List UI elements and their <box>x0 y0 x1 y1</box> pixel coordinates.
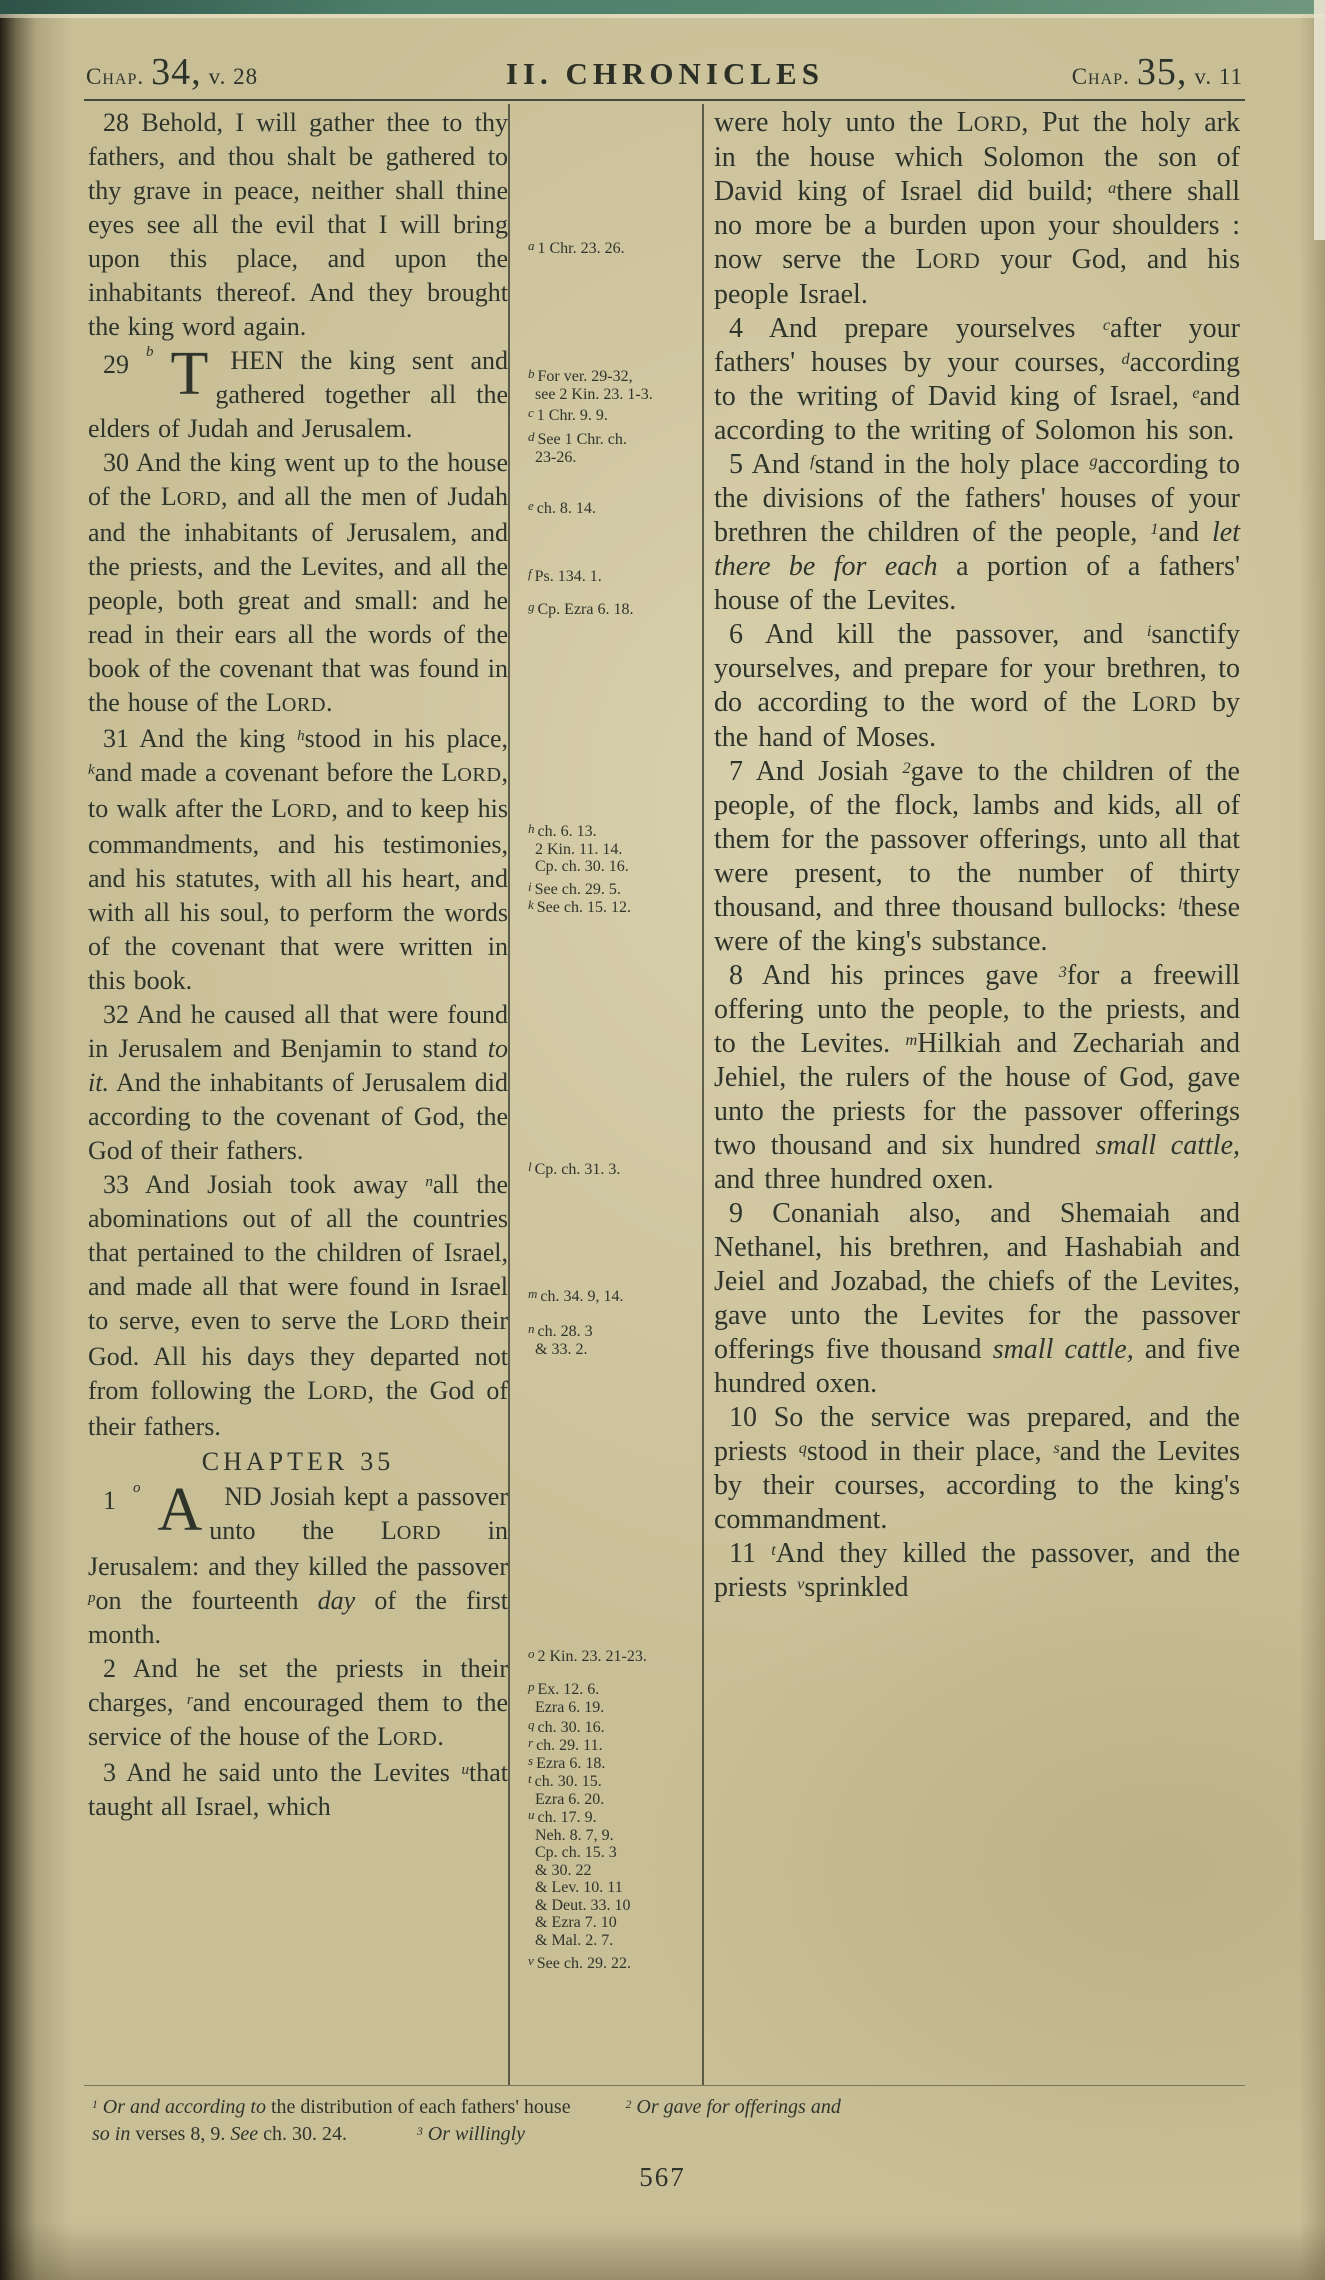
text-segment: ORD <box>323 1382 368 1404</box>
margin-note <box>528 1678 700 1716</box>
text-segment: L <box>380 1516 397 1545</box>
verse-paragraph <box>88 1476 508 1652</box>
note-ref-letter: a <box>528 238 535 253</box>
column-divider-left <box>508 104 510 2085</box>
text-segment: Or <box>97 2096 131 2118</box>
margin-note <box>528 404 700 425</box>
margin-note-line <box>528 1285 700 1306</box>
note-text: ch. 28. 3 <box>537 1323 593 1340</box>
text-segment: small cattle, <box>992 1334 1134 1365</box>
text-segment: on the fourteenth <box>95 1586 318 1615</box>
margin-note-line <box>528 1320 700 1341</box>
cross-ref-mark: q <box>798 1439 807 1457</box>
verse-paragraph <box>714 1401 1240 1537</box>
margin-note <box>528 1320 700 1358</box>
text-segment: sprinkled <box>804 1572 909 1603</box>
note-ref-letter: b <box>528 366 535 381</box>
cross-ref-mark: e <box>1192 384 1200 402</box>
text-segment: after your fathers' houses by your courses, <box>714 313 1241 378</box>
margin-note <box>528 428 700 466</box>
text-segment: L <box>271 794 288 823</box>
margin-note-line <box>528 1844 700 1862</box>
margin-note <box>528 598 700 619</box>
text-segment: stand in the holy place <box>814 449 1090 480</box>
verse-paragraph <box>88 446 508 722</box>
margin-note-line <box>528 598 700 619</box>
text-segment: stood in his place, <box>304 724 508 753</box>
note-ref-letter: h <box>528 821 535 836</box>
margin-note-line <box>528 1862 700 1880</box>
note-text: Neh. 8. 7, 9. <box>535 1826 614 1844</box>
cross-ref-mark: f <box>810 452 815 470</box>
note-ref-letter: c <box>528 405 534 420</box>
note-text: See ch. 15. 12. <box>536 899 631 916</box>
margin-note <box>528 565 700 586</box>
text-segment: and <box>1158 517 1212 548</box>
cross-ref-mark: 2 <box>625 2098 632 2111</box>
margin-note-line <box>528 386 700 404</box>
text-segment: L <box>441 758 458 787</box>
text-segment: And they killed the passover, and the priests <box>714 1538 1240 1603</box>
text-segment: that taught all Israel, which <box>88 1758 508 1821</box>
text-segment: their God. All his days they departed not from following the <box>88 1306 508 1405</box>
cross-ref-mark: u <box>461 1762 469 1778</box>
verse-paragraph <box>714 618 1240 755</box>
text-segment: L <box>1131 687 1149 718</box>
note-ref-letter: r <box>528 1735 534 1750</box>
note-ref-letter: p <box>528 1679 535 1694</box>
text-segment: 31 And the king <box>103 724 298 753</box>
text-segment: 1 <box>103 1486 116 1515</box>
note-ref-letter: l <box>528 1159 532 1174</box>
drop-cap-letter: T <box>170 340 209 408</box>
verse-paragraph <box>88 106 508 344</box>
note-text: See 1 Chr. ch. <box>537 431 627 448</box>
text-segment: ORD <box>932 249 981 273</box>
text-segment: stood in their place, <box>806 1436 1054 1467</box>
text-segment: and according to <box>130 2096 266 2118</box>
text-segment: L <box>956 107 974 138</box>
text-segment: according to the divisions of the fathers' houses of your brethren the children of the people, <box>714 449 1241 548</box>
chapter-number-right: 35, <box>1136 51 1188 93</box>
verse-paragraph <box>88 1652 508 1756</box>
margin-note-line <box>528 428 700 449</box>
text-segment: in Jerusalem: and they killed the passover <box>88 1516 508 1581</box>
margin-note-line <box>528 1897 700 1915</box>
note-text: ch. 17. 9. <box>537 1809 597 1826</box>
text-segment: and made a covenant before the <box>94 758 442 787</box>
text-segment: there shall no more be a burden upon your shoulders : now serve the <box>714 176 1241 275</box>
text-segment: 11 <box>729 1538 772 1569</box>
note-ref-letter: v <box>528 1953 534 1968</box>
note-text: Ezra 6. 19. <box>535 1698 605 1716</box>
text-segment: 30 And the king went up to the house of the <box>88 448 508 511</box>
margin-note-line <box>528 841 700 859</box>
margin-note <box>528 896 700 917</box>
footnote-line <box>92 2121 1241 2148</box>
note-text: Cp. ch. 30. 16. <box>535 858 629 875</box>
note-text: Ex. 12. 6. <box>537 1681 600 1698</box>
margin-note <box>528 1158 700 1179</box>
text-segment: Hilkiah and Zechariah and Jehiel, the rulers of the house of God, gave unto the priests for the passover offerings two thousand and six hundred <box>714 1028 1240 1161</box>
drop-cap: 1 o A <box>88 1482 202 1546</box>
verse-paragraph <box>714 755 1240 959</box>
margin-note-line <box>528 404 700 425</box>
text-segment: and five hundred oxen. <box>714 1334 1240 1399</box>
margin-note-line <box>528 896 700 917</box>
text-segment: ORD <box>281 694 327 716</box>
verse-paragraph <box>88 1168 508 1444</box>
cross-ref-mark: p <box>88 1590 96 1606</box>
cross-ref-mark: k <box>88 762 95 778</box>
margin-note-line <box>528 1770 700 1791</box>
text-segment: 8 And his princes gave <box>729 960 1059 991</box>
text-segment: ORD <box>176 488 221 510</box>
verse-paragraph <box>88 1756 508 1824</box>
text-segment: L <box>265 688 282 717</box>
text-segment: 9 Conaniah also, and Shemaiah and Nethanel, his brethren, and Hashabiah and Jeiel and Jozabad, the chiefs of the Levites, gave unto the Levites for the passover offerings five thousand <box>714 1198 1240 1365</box>
note-ref-letter: s <box>528 1753 534 1768</box>
text-segment: ND Josiah kept a passover unto the <box>209 1482 508 1545</box>
text-segment: ORD <box>1148 692 1197 716</box>
note-text: ch. 30. 16. <box>537 1719 605 1736</box>
book-title: II. CHRONICLES <box>505 56 824 91</box>
note-text: See ch. 29. 5. <box>534 881 621 898</box>
cross-ref-mark: 3 <box>1058 963 1067 981</box>
note-ref-letter: k <box>528 897 534 912</box>
note-text: Cp. Ezra 6. 18. <box>537 601 634 618</box>
cross-ref-mark: d <box>1121 350 1130 368</box>
text-segment: sanctify yourselves, and prepare for your brethren, to do according to the word of the <box>714 619 1240 718</box>
text-segment: 7 And Josiah <box>729 756 903 787</box>
note-text: 1 Chr. 9. 9. <box>536 407 608 424</box>
text-segment: ORD <box>396 1522 441 1544</box>
margin-note-line <box>528 1879 700 1897</box>
cross-ref-mark: a <box>1108 179 1117 197</box>
text-segment: L <box>389 1306 406 1335</box>
text-segment: , to walk after the <box>88 758 508 823</box>
text-segment: L <box>915 244 933 275</box>
cross-ref-mark: i <box>1146 622 1152 640</box>
column-divider-right <box>702 104 704 2085</box>
margin-note-line <box>528 497 700 518</box>
text-segment: and three hundred oxen. <box>714 1164 994 1195</box>
text-segment: ORD <box>973 112 1022 136</box>
footnote-line <box>92 2094 1241 2121</box>
verse-paragraph <box>88 998 508 1168</box>
cross-ref-mark: c <box>1102 316 1111 334</box>
note-text: Ezra 6. 18. <box>536 1755 606 1772</box>
note-text: ch. 29. 11. <box>536 1737 603 1754</box>
note-ref-letter: m <box>528 1286 538 1301</box>
text-segment: 29 <box>103 350 129 379</box>
margin-note-line <box>528 365 700 386</box>
note-text: For ver. 29-32, <box>537 368 633 385</box>
note-ref-letter: d <box>528 429 535 444</box>
drop-cap: 29 b T <box>88 346 208 410</box>
cross-ref-mark: 1 <box>1150 520 1159 538</box>
chapter-word-left: Chap. <box>86 64 145 89</box>
text-segment: Or <box>422 2123 456 2145</box>
margin-note-line <box>528 1827 700 1845</box>
text-segment: gave for offerings and <box>663 2096 841 2118</box>
note-ref-letter: o <box>528 1646 535 1661</box>
note-text: ch. 8. 14. <box>536 500 596 517</box>
note-ref-letter: f <box>528 566 532 581</box>
text-segment: day <box>317 1586 356 1615</box>
note-text: Cp. ch. 15. 3 <box>535 1844 617 1861</box>
note-text: & 30. 22 <box>535 1861 592 1879</box>
note-text: 2 Kin. 23. 21-23. <box>537 1648 647 1665</box>
verse-paragraph <box>88 340 508 446</box>
cross-ref-mark: 3 <box>416 2125 423 2138</box>
text-segment: See <box>230 2123 259 2145</box>
margin-note-line <box>528 1932 700 1950</box>
text-segment: 6 And kill the passover, and <box>729 619 1147 650</box>
verse-paragraph <box>714 959 1240 1197</box>
text-segment: ORD <box>393 1728 438 1750</box>
cross-ref-mark: g <box>1089 452 1098 470</box>
note-text: Cp. ch. 31. 3. <box>534 1161 621 1178</box>
note-text: See ch. 29. 22. <box>536 1955 631 1972</box>
chapter-verse-left: v. 28 <box>208 64 259 89</box>
note-text: & 33. 2. <box>535 1340 588 1358</box>
header-chapter-right <box>1072 50 1243 94</box>
text-segment: willingly <box>455 2123 526 2145</box>
text-segment: And the inhabitants of Jerusalem did according to the covenant of God, the God of their fathers. <box>88 1068 508 1165</box>
text-column-left <box>88 106 508 1824</box>
verse-paragraph <box>714 1197 1240 1401</box>
margin-note <box>528 1952 700 1973</box>
text-column-right <box>714 106 1240 1605</box>
note-text: 1 Chr. 23. 26. <box>537 240 625 257</box>
note-text: & Lev. 10. 11 <box>535 1879 623 1896</box>
text-segment: . <box>326 688 333 717</box>
drop-cap-letter: A <box>157 1476 203 1544</box>
footnote-rule <box>84 2085 1245 2086</box>
text-segment: , Put the holy ark in the house which Solomon the son of David king of Israel did build; <box>714 107 1240 207</box>
text-segment: CHAPTER 35 <box>201 1447 395 1476</box>
margin-note <box>528 1770 700 1808</box>
verse-paragraph <box>714 312 1240 448</box>
text-segment: L <box>307 1376 324 1405</box>
text-segment: . <box>437 1722 444 1751</box>
note-text: ch. 30. 15. <box>534 1773 602 1790</box>
note-ref-letter: u <box>528 1807 535 1822</box>
margin-note <box>528 820 700 876</box>
text-segment: a portion of a fathers' house of the Levites. <box>714 551 1240 616</box>
text-segment: by the hand of Moses. <box>714 687 1240 753</box>
cross-ref-mark: s <box>1053 1439 1060 1457</box>
verse-paragraph <box>714 1537 1240 1605</box>
margin-note-line <box>528 565 700 586</box>
margin-note-line <box>528 1806 700 1827</box>
text-segment: 4 And prepare yourselves <box>729 313 1103 344</box>
margin-note-line <box>528 1158 700 1179</box>
text-segment: gave to the children of the people, of the flock, lambs and kids, all of them for the passover offerings, unto all that were present, to the number of thirty thousand, and three thousand bullocks: <box>714 756 1240 923</box>
note-ref-letter: e <box>528 498 534 513</box>
verse-paragraph <box>714 106 1240 312</box>
cross-ref-mark: 1 <box>92 2098 98 2111</box>
chapter-verse-right: v. 11 <box>1194 64 1243 89</box>
cross-ref-mark: h <box>297 728 305 744</box>
text-segment: HEN the king sent and gathered together all the elders of Judah and Jerusalem. <box>88 346 508 443</box>
cross-ref-mark: 2 <box>902 759 911 777</box>
text-segment: 5 And <box>729 449 811 480</box>
text-segment: of the first month. <box>88 1586 508 1649</box>
text-segment: let there be for each <box>714 517 1240 582</box>
cross-ref-mark: n <box>425 1174 433 1190</box>
chapter-word-right: Chap. <box>1071 64 1130 89</box>
text-segment: were holy unto the <box>714 107 957 138</box>
footnotes <box>92 2094 1241 2148</box>
note-text: see 2 Kin. 23. 1-3. <box>535 385 653 403</box>
text-segment: and the Levites by their courses, according to the king's commandment. <box>714 1436 1241 1535</box>
text-segment: so in <box>92 2123 131 2145</box>
text-segment: verses 8, 9. <box>130 2123 231 2145</box>
note-ref-letter: n <box>528 1321 535 1336</box>
note-text: & Deut. 33. 10 <box>535 1896 631 1914</box>
margin-note-line <box>528 1914 700 1932</box>
note-ref-letter: i <box>528 879 532 894</box>
text-segment: 33 And Josiah took away <box>103 1170 426 1199</box>
note-text: 2 Kin. 11. 14. <box>535 840 623 858</box>
text-segment: ORD <box>405 1312 450 1334</box>
margin-note-line <box>528 237 700 258</box>
margin-note-line <box>528 1341 700 1359</box>
margin-note-line <box>528 858 700 876</box>
margin-note-line <box>528 1678 700 1699</box>
text-segment: the distribution of each fathers' house <box>265 2096 571 2118</box>
chapter-heading <box>88 1444 508 1480</box>
note-text: ch. 34. 9, 14. <box>540 1288 624 1305</box>
page-number: 567 <box>639 2162 686 2192</box>
note-ref-letter: t <box>528 1771 532 1786</box>
text-segment: 2 And he set the priests in their charges, <box>88 1654 508 1717</box>
text-segment: these were of the king's substance. <box>714 892 1240 957</box>
margin-note <box>528 365 700 403</box>
text-segment: , and all the men of Judah and the inhabitants of Jerusalem, and the priests, and the Levites, and all the people, both great and small: and he read in their ears all the words of the book of the covenant that was found in the house of the <box>88 482 509 717</box>
note-text: Ps. 134. 1. <box>534 568 602 585</box>
text-segment: L <box>160 482 177 511</box>
text-segment: 32 And he caused all that were found in Jerusalem and Benjamin to stand <box>88 1000 508 1063</box>
cross-ref-mark: v <box>797 1575 805 1593</box>
margin-note-line <box>528 1699 700 1717</box>
margin-note <box>528 1645 700 1666</box>
text-segment: 10 So the service was prepared, and the priests <box>714 1402 1240 1467</box>
cross-ref-mark: m <box>905 1031 918 1049</box>
cross-ref-mark: l <box>1177 895 1183 913</box>
margin-note <box>528 1806 700 1949</box>
text-segment: according to the writing of David king of Israel, <box>714 347 1240 412</box>
text-segment: and according to the writing of Solomon his son. <box>714 381 1240 446</box>
cross-ref-mark: r <box>186 1692 193 1708</box>
margin-note-line <box>528 1952 700 1973</box>
text-segment: your God, and his people Israel. <box>714 244 1240 310</box>
text-segment: ORD <box>287 800 332 822</box>
page-right-edge <box>1314 0 1325 240</box>
text-segment: Or <box>631 2096 664 2118</box>
text-segment: , the God of their fathers. <box>88 1376 508 1441</box>
note-text: Ezra 6. 20. <box>535 1790 605 1808</box>
text-segment: L <box>377 1722 394 1751</box>
margin-note-line <box>528 1645 700 1666</box>
note-text: & Mal. 2. 7. <box>535 1931 614 1949</box>
cross-ref-mark: t <box>771 1541 776 1559</box>
text-segment: small cattle, <box>1095 1130 1240 1161</box>
note-text: ch. 6. 13. <box>537 823 597 840</box>
text-segment: to it. <box>88 1034 508 1097</box>
margin-notes-column <box>518 0 702 2280</box>
note-text: 23-26. <box>535 448 577 466</box>
margin-note-line <box>528 449 700 467</box>
verse-paragraph <box>714 448 1240 618</box>
note-ref-letter: g <box>528 599 535 614</box>
text-segment: and encouraged them to the service of the house of the <box>88 1688 508 1751</box>
margin-note-line <box>528 820 700 841</box>
note-text: & Ezra 7. 10 <box>535 1914 617 1931</box>
note-ref-letter: q <box>528 1717 535 1732</box>
margin-note <box>528 497 700 518</box>
margin-note <box>528 1285 700 1306</box>
text-segment: all the abominations out of all the countries that pertained to the children of Israel, and made all that were found in Israel to serve, even to serve the <box>88 1170 508 1335</box>
text-segment: , and to keep his commandments, and his testimonies, and his statutes, with all his heart, and with all his soul, to perform the words of the covenant that were written in this book. <box>88 794 508 995</box>
text-segment: ORD <box>457 764 502 786</box>
text-segment: ch. 30. 24. <box>258 2123 347 2145</box>
text-segment: 28 Behold, I will gather thee to thy fathers, and thou shalt be gathered to thy grave in peace, neither shall thine eyes see all the evil that I will bring upon this place, and upon the inhabitants thereof. And they brought the king word again. <box>88 108 508 341</box>
text-segment: 3 And he said unto the Levites <box>103 1758 462 1787</box>
header-chapter-left <box>86 50 258 94</box>
text-segment: for a freewill offering unto the people, to the priests, and to the Levites. <box>714 960 1241 1059</box>
chapter-number-left: 34, <box>151 51 202 93</box>
verse-paragraph <box>88 722 508 998</box>
margin-note <box>528 237 700 258</box>
